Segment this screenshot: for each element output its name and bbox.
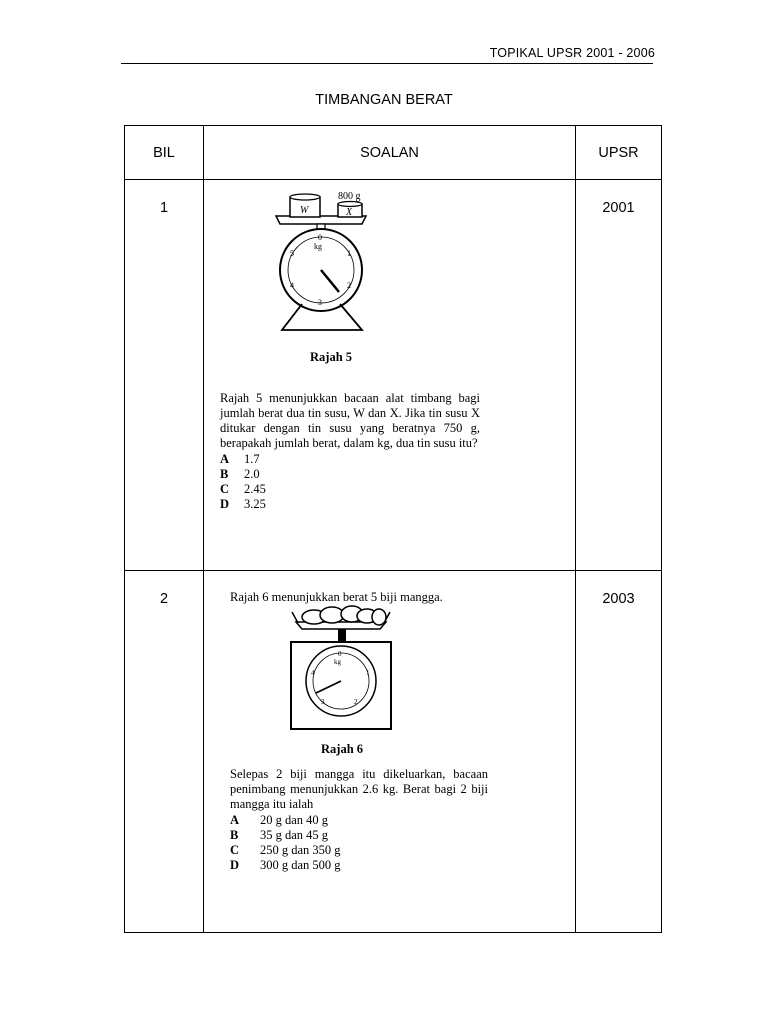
- header-rule: [121, 63, 653, 64]
- dial-number: 4: [290, 281, 294, 290]
- answer-option: A 1.7: [220, 452, 260, 466]
- answer-option: D 3.25: [220, 497, 266, 511]
- tin-w-label: W: [300, 205, 309, 216]
- dial-number: 5: [290, 249, 294, 258]
- question-intro: Rajah 6 menunjukkan berat 5 biji mangga.: [230, 590, 443, 604]
- figure-caption: Rajah 6: [321, 742, 364, 756]
- dial-unit: kg: [334, 658, 341, 666]
- scale-figure-rajah-6: [204, 571, 494, 741]
- document-header: TOPIKAL UPSR 2001 - 2006: [489, 46, 655, 60]
- question-body: Rajah 5 menunjukkan bacaan alat timbang bagi jumlah berat dua tin susu, W dan X. Jika tin susu X ditukar dengan tin susu yang beratnya 750 g, berapakah jumlah berat, dalam kg, dua tin susu itu?: [220, 391, 480, 450]
- table-row: [125, 571, 662, 933]
- figure-caption: Rajah 5: [310, 350, 353, 364]
- answer-option: B 2.0: [220, 467, 260, 481]
- column-header-upsr: UPSR: [576, 126, 662, 180]
- exam-year: 2003: [576, 571, 662, 933]
- table-row: [125, 180, 662, 571]
- question-cell: [204, 180, 576, 571]
- question-text: [220, 391, 480, 512]
- question-table: [124, 125, 662, 933]
- column-header-soalan: SOALAN: [204, 126, 576, 180]
- answer-option: B 35 g dan 45 g: [230, 828, 329, 842]
- question-text: [230, 767, 488, 873]
- dial-number: 2: [354, 698, 358, 706]
- answer-option: C 250 g dan 350 g: [230, 843, 341, 857]
- exam-year: 2001: [576, 180, 662, 571]
- dial-number: 2: [347, 281, 351, 290]
- dial-number: 1: [366, 669, 370, 677]
- question-cell: [204, 571, 576, 933]
- dial-number: 0: [338, 650, 342, 658]
- dial-number: 0: [318, 233, 322, 242]
- dial-number: 3: [321, 698, 325, 706]
- answer-options: [230, 813, 488, 873]
- answer-option: C 2.45: [220, 482, 266, 496]
- tin-x-label: X: [346, 207, 353, 218]
- dial-number: 4: [311, 669, 315, 677]
- question-body: Selepas 2 biji mangga itu dikeluarkan, bacaan penimbang menunjukkan 2.6 kg. Berat bagi 2 biji mangga itu ialah: [230, 767, 488, 811]
- answer-options: [220, 452, 480, 512]
- column-header-bil: BIL: [125, 126, 204, 180]
- page-title: TIMBANGAN BERAT: [315, 92, 453, 108]
- question-number: 2: [125, 571, 204, 933]
- answer-option: D 300 g dan 500 g: [230, 858, 341, 872]
- dial-unit: kg: [314, 242, 322, 251]
- dial-number: 3: [318, 298, 322, 307]
- answer-option: A 20 g dan 40 g: [230, 813, 329, 827]
- weight-label: 800 g: [338, 191, 361, 202]
- table-header-row: [125, 126, 662, 180]
- dial-number: 1: [347, 249, 351, 258]
- question-number: 1: [125, 180, 204, 571]
